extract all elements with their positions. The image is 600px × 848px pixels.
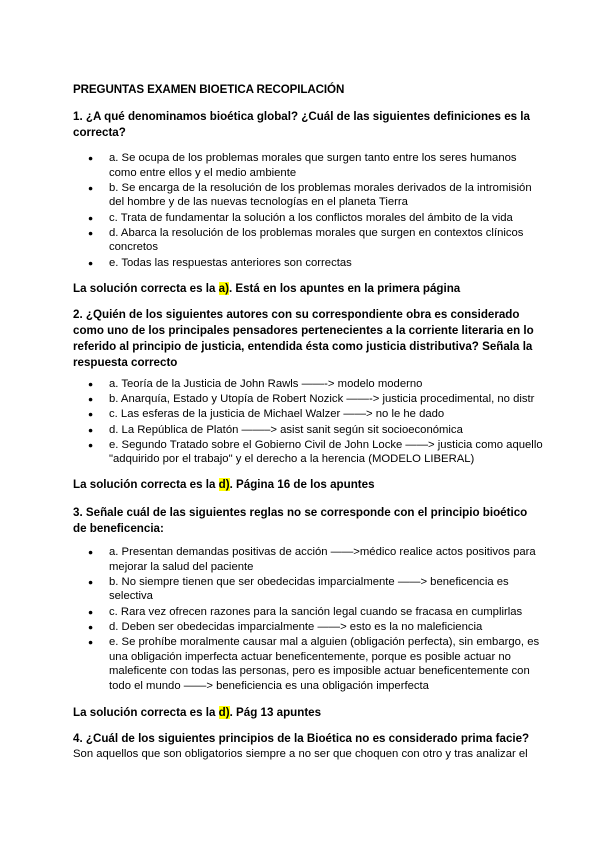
option-3b: ● b. No siempre tienen que ser obedecidas imparcialmente ——> beneficencia es selectiva [73,575,543,604]
answer-2-letter: d) [218,478,230,491]
answer-2-suffix: . Página 16 de los apuntes [229,478,375,491]
option-1a: ● a. Se ocupa de los problemas morales que surgen tanto entre los seres humanos como entre ellos y el medio ambiente [73,151,543,180]
option-2d: ● d. La República de Platón ——–> asist sanit según sit socioeconómica [73,423,543,438]
question-1: 1. ¿A qué denominamos bioética global? ¿Cuál de las siguientes definiciones es la correcta? [73,110,530,139]
question-1-options [73,151,543,271]
option-3d: ● d. Deben ser obedecidas imparcialmente ——> esto es la no maleficiencia [73,620,543,635]
answer-3 [73,706,321,719]
option-1d: ● d. Abarca la resolución de los problemas morales que surgen en contextos clínicos concretos [73,226,543,255]
answer-3-suffix: . Pág 13 apuntes [229,706,322,719]
option-1e: ● e. Todas las respuestas anteriores son correctas [73,256,543,271]
option-2c: ● c. Las esferas de la justicia de Michael Walzer ——> no le he dado [73,407,543,422]
option-1b: ● b. Se encarga de la resolución de los problemas morales derivados de la intromisión del hombre y de las nuevas tecnologías en el planeta Tierra [73,181,543,210]
question-2-options [73,377,543,468]
option-3c: ● c. Rara vez ofrecen razones para la sanción legal cuando se fracasa en cumplirlas [73,605,543,620]
answer-3-letter: d) [218,706,230,719]
question-4-note: Son aquellos que son obligatorios siempre a no ser que choquen con otro y tras analizar el [73,748,528,760]
option-2e: ● e. Segundo Tratado sobre el Gobierno Civil de John Locke ——> justicia como aquello "adquirido por el trabajo" y el derecho a la herencia (MODELO LIBERAL) [73,438,543,467]
option-2a: ● a. Teoría de la Justicia de John Rawls ——-> modelo moderno [73,377,543,392]
question-3: 3. Señale cuál de las siguientes reglas no se corresponde con el principio bioético de beneficencia: [73,506,528,535]
answer-3-prefix: La solución correcta es la [73,706,219,719]
option-3a: ● a. Presentan demandas positivas de acción ——>médico realice actos positivos para mejorar la salud del paciente [73,545,543,574]
question-4: 4. ¿Cuál de los siguientes principios de la Bioética no es considerado prima facie? [73,732,530,745]
option-2b: ● b. Anarquía, Estado y Utopía de Robert Nozick ——-> justicia procedimental, no distr [73,392,543,407]
answer-1-suffix: . Está en los apuntes en la primera página [228,282,461,295]
option-3e: ● e. Se prohíbe moralmente causar mal a alguien (obligación perfecta), sin embargo, es una obligación imperfecta actuar beneficentemente, porque es posible actuar no maleficente con todas las personas, pero es imposible actuar beneficentemente con todo el mundo ——> beneficiencia es una obligación imperfecta [73,635,543,693]
answer-2 [73,478,375,491]
question-2: 2. ¿Quién de los siguientes autores con su correspondiente obra es considerado como uno de los principales pensadores pertenecientes a la corriente literaria en lo referido al principio de justicia, entendida ésta como justicia distributiva? Señala la respuesta correcto [73,308,534,369]
answer-1 [73,282,460,295]
option-1c: ● c. Trata de fundamentar la solución a los conflictos morales del ámbito de la vida [73,211,543,226]
question-3-options [73,545,543,694]
document-title: PREGUNTAS EXAMEN BIOETICA RECOPILACIÓN [73,83,345,96]
answer-1-prefix: La solución correcta es la [73,282,219,295]
answer-2-prefix: La solución correcta es la [73,478,219,491]
answer-1-letter: a) [218,282,229,295]
